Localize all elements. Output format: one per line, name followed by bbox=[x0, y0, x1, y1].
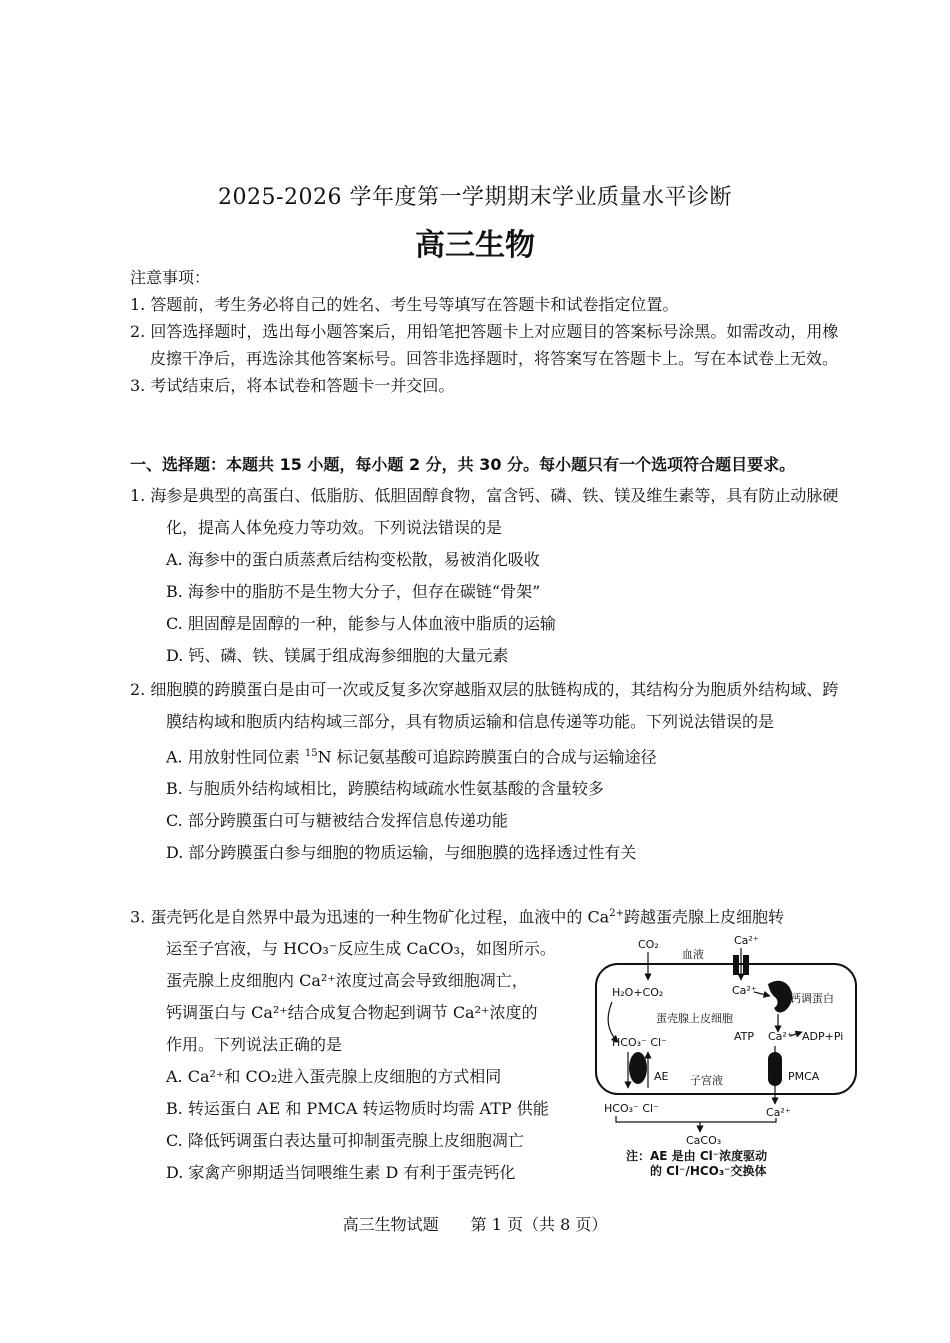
blood-label: 血液 bbox=[682, 948, 704, 961]
exam-subject: 高三生物 bbox=[415, 228, 535, 263]
ae-label: AE bbox=[654, 1070, 669, 1083]
option-b: B. 海参中的脂肪不是生物大分子，但存在碳链“骨架” bbox=[166, 582, 541, 601]
co2-label: CO₂ bbox=[638, 938, 659, 951]
option-a: A. Ca²⁺和 CO₂进入蛋壳腺上皮细胞的方式相同 bbox=[166, 1067, 502, 1087]
caco3-label: CaCO₃ bbox=[686, 1134, 722, 1147]
exam-title: 2025-2026 学年度第一学期期末学业质量水平诊断 bbox=[218, 185, 732, 210]
diagram-note-line-2: 的 Cl⁻/HCO₃⁻交换体 bbox=[650, 1164, 767, 1178]
question-stem-line-5: 作用。下列说法正确的是 bbox=[166, 1035, 343, 1055]
ca-out-label: Ca²⁺ bbox=[766, 1106, 791, 1119]
option-b: B. 与胞质外结构域相比，跨膜结构域疏水性氨基酸的含量较多 bbox=[166, 779, 604, 799]
question-stem: 2. 细胞膜的跨膜蛋白是由可一次或反复多次穿越脂双层的肽链构成的，其结构分为胞质外结构域、跨膜结构域和胞质内结构域三部分，具有物质运输和信息传递等功能。下列说法错误的是 bbox=[130, 680, 839, 731]
caco3-bracket bbox=[616, 1116, 776, 1122]
option-c: C. 部分跨膜蛋白可与糖被结合发挥信息传递功能 bbox=[166, 811, 508, 831]
option-d: D. 钙、磷、铁、镁属于组成海参细胞的大量元素 bbox=[166, 646, 509, 665]
ae-transporter bbox=[629, 1052, 647, 1084]
option-a bbox=[130, 738, 850, 773]
ion-charge: 2+ bbox=[609, 908, 624, 919]
ca-channel-left bbox=[733, 955, 739, 975]
stem-post: 跨越蛋壳腺上皮细胞转 bbox=[623, 907, 784, 927]
option-a-pre: A. 用放射性同位素 bbox=[166, 747, 305, 767]
ca-inner-label: Ca²⁺ bbox=[732, 984, 757, 997]
notes-item-2: 2. 回答选择题时，选出每小题答案后，用铅笔把答题卡上对应题目的答案标号涂黑。如需改动，用橡皮擦干净后，再选涂其他答案标号。回答非选择题时，将答案写在答题卡上。写在本试卷上无效。 bbox=[130, 322, 839, 368]
page-footer: 高三生物试题 第 1 页（共 8 页） bbox=[342, 1215, 608, 1234]
notes-item-3: 3. 考试结束后，将本试卷和答题卡一并交回。 bbox=[130, 376, 455, 395]
diagram-note-line-1: 注：AE 是由 Cl⁻浓度驱动 bbox=[626, 1149, 768, 1163]
question-1 bbox=[130, 480, 850, 672]
stem-pre: 3. 蛋壳钙化是自然界中最为迅速的一种生物矿化过程，血液中的 Ca bbox=[130, 907, 610, 927]
question-2 bbox=[130, 674, 850, 869]
notes-section bbox=[130, 264, 850, 399]
question-stem: 1. 海参是典型的高蛋白、低脂肪、低胆固醇食物，富含钙、磷、铁、镁及维生素等，具有防止动脉硬化，提高人体免疫力等功效。下列说法错误的是 bbox=[130, 486, 839, 537]
adp-label: ADP+Pi bbox=[802, 1030, 844, 1043]
ca-channel-right bbox=[743, 955, 749, 975]
option-d: D. 部分跨膜蛋白参与细胞的物质运输，与细胞膜的选择透过性有关 bbox=[166, 843, 637, 863]
ca-pmca-label: Ca²⁺ bbox=[768, 1030, 793, 1043]
hco3-cl-out-label: HCO₃⁻ Cl⁻ bbox=[604, 1102, 659, 1115]
cell-label: 蛋壳腺上皮细胞 bbox=[656, 1012, 733, 1025]
calmodulin-shape bbox=[768, 981, 792, 1013]
section-heading: 一、选择题：本题共 15 小题，每小题 2 分，共 30 分。每小题只有一个选项符合题目要求。 bbox=[130, 455, 796, 474]
question-stem-line-4: 钙调蛋白与 Ca²⁺结合成复合物起到调节 Ca²⁺浓度的 bbox=[166, 1003, 538, 1023]
uterine-label: 子宫液 bbox=[690, 1074, 723, 1087]
notes-heading: 注意事项： bbox=[130, 268, 211, 287]
question-stem-line-2: 运至子宫液，与 HCO₃⁻反应生成 CaCO₃，如图所示。 bbox=[166, 939, 556, 959]
transport-diagram bbox=[590, 928, 860, 1178]
atp-label: ATP bbox=[734, 1030, 755, 1043]
option-b: B. 转运蛋白 AE 和 PMCA 转运物质时均需 ATP 供能 bbox=[166, 1099, 549, 1119]
option-d: D. 家禽产卵期适当饲喂维生素 D 有利于蛋壳钙化 bbox=[166, 1163, 516, 1183]
option-c: C. 降低钙调蛋白表达量可抑制蛋壳腺上皮细胞凋亡 bbox=[166, 1131, 524, 1151]
hco3-cl-label: HCO₃⁻ Cl⁻ bbox=[612, 1036, 667, 1049]
option-a: A. 海参中的蛋白质蒸煮后结构变松散，易被消化吸收 bbox=[166, 550, 540, 569]
isotope-mass: 15 bbox=[304, 748, 318, 759]
option-c: C. 胆固醇是固醇的一种，能参与人体血液中脂质的运输 bbox=[166, 614, 556, 633]
pmca-label: PMCA bbox=[788, 1070, 820, 1083]
question-stem-line-3: 蛋壳腺上皮细胞内 Ca²⁺浓度过高会导致细胞凋亡， bbox=[166, 971, 528, 991]
option-a-post: N 标记氨基酸可追踪跨膜蛋白的合成与运输途径 bbox=[317, 747, 657, 767]
notes-item-1: 1. 答题前，考生务必将自己的姓名、考生号等填写在答题卡和试卷指定位置。 bbox=[130, 295, 679, 314]
h2o-co2-label: H₂O+CO₂ bbox=[612, 986, 664, 999]
calmodulin-label: 钙调蛋白 bbox=[790, 992, 834, 1005]
ca-top-label: Ca²⁺ bbox=[734, 934, 759, 947]
